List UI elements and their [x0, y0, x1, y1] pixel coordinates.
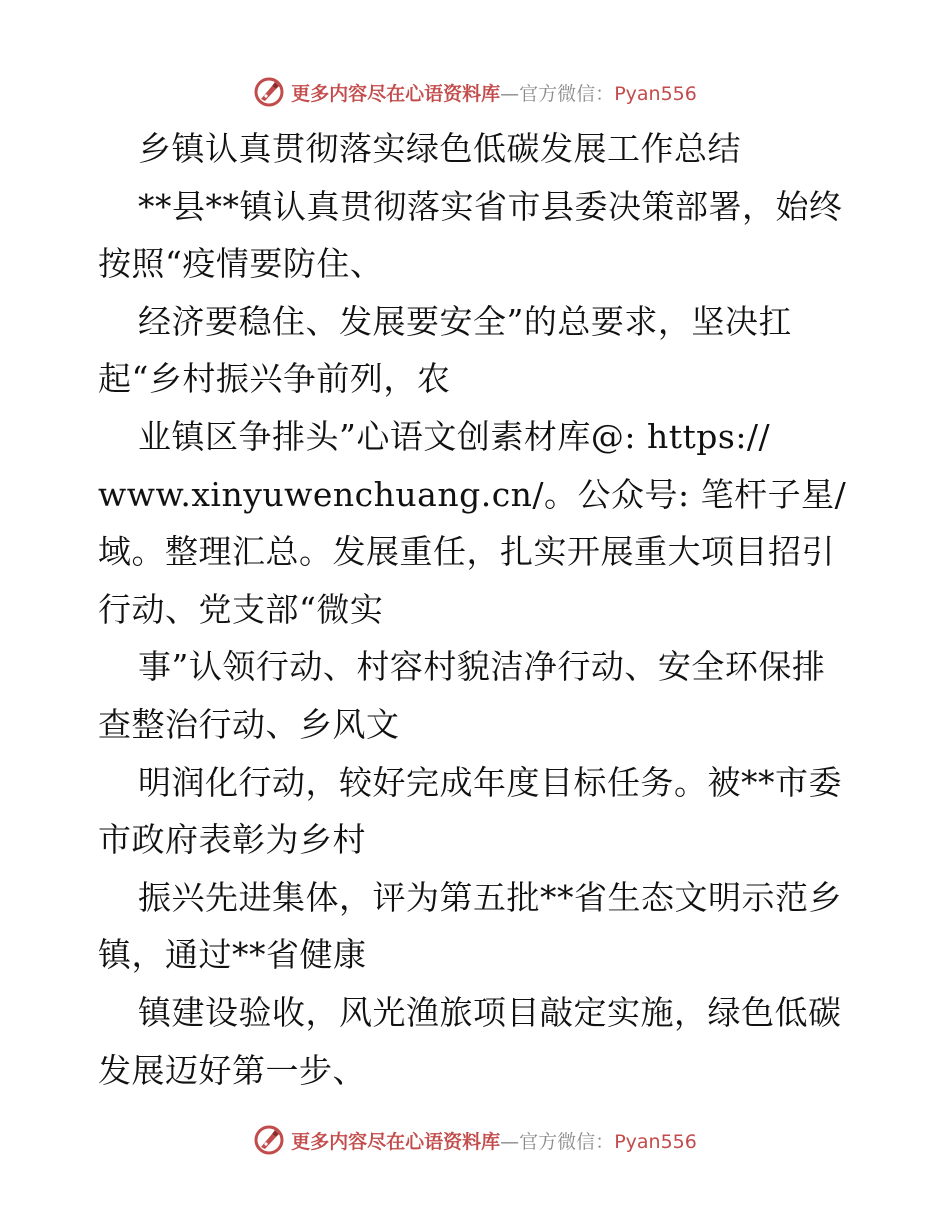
wechat-label: 官方微信：	[519, 82, 615, 105]
pen-nib-logo-icon	[253, 1124, 285, 1156]
paragraph-line: 起“乡村振兴争前列，农	[98, 359, 451, 399]
paragraph-line: 查整治行动、乡风文	[98, 704, 400, 744]
wechat-id: Pyan556	[614, 82, 697, 105]
separator-text: —	[500, 1130, 520, 1153]
wechat-label: 官方微信：	[519, 1130, 615, 1153]
paragraph-line: www.xinyuwenchuang.cn/。公众号: 笔杆子星/	[98, 474, 847, 514]
paragraph-line: 镇，通过**省健康	[98, 935, 367, 975]
paragraph-line: 按照“疫情要防住、	[98, 244, 384, 284]
brand-text: 更多内容尽在心语资料库	[291, 82, 501, 105]
paragraph-line: 振兴先进集体，评为第五批**省生态文明示范乡	[138, 877, 842, 917]
watermark-text	[291, 1127, 697, 1154]
paragraph-line: 发展迈好第一步、	[98, 1050, 366, 1090]
paragraph-line: 行动、党支部“微实	[98, 589, 384, 629]
header-watermark-banner	[0, 72, 950, 112]
separator-text: —	[500, 82, 520, 105]
pen-nib-logo-icon	[253, 76, 285, 108]
paragraph-line: 域。整理汇总。发展重任，扎实开展重大项目招引	[98, 532, 835, 572]
document-body	[98, 120, 858, 1099]
paragraph-line: **县**镇认真贯彻落实省市县委决策部署，始终	[138, 186, 843, 226]
wechat-id: Pyan556	[614, 1130, 697, 1153]
paragraph-line: 明润化行动，较好完成年度目标任务。被**市委	[138, 762, 842, 802]
footer-watermark-banner	[0, 1120, 950, 1160]
paragraph-line: 镇建设验收，风光渔旅项目敲定实施，绿色低碳	[138, 992, 842, 1032]
paragraph-line: 经济要稳住、发展要安全”的总要求，坚决扛	[138, 301, 792, 341]
paragraph-line: 业镇区争排头”心语文创素材库@: https://	[138, 416, 771, 456]
paragraph-line: 事”认领行动、村容村貌洁净行动、安全环保排	[138, 647, 826, 687]
document-title: 乡镇认真贯彻落实绿色低碳发展工作总结	[138, 129, 741, 168]
paragraph-line: 市政府表彰为乡村	[98, 820, 366, 860]
brand-text: 更多内容尽在心语资料库	[291, 1130, 501, 1153]
watermark-text	[291, 79, 697, 106]
